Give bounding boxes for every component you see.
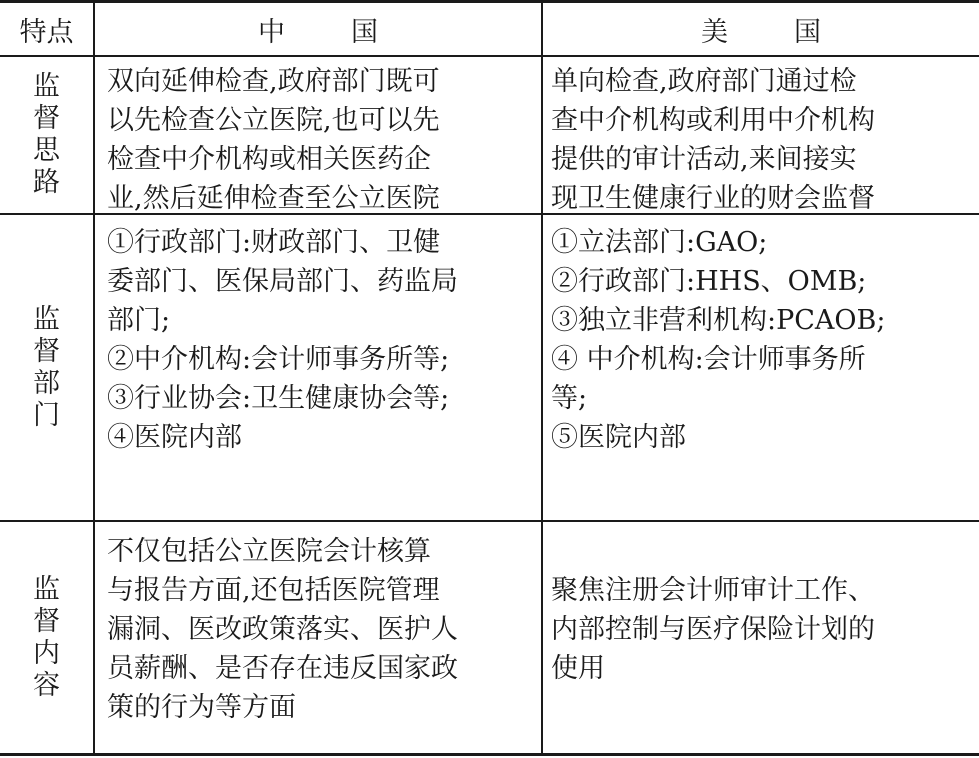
column-divider-2 bbox=[541, 0, 543, 756]
cell-line: 现卫生健康行业的财会监督 bbox=[551, 183, 875, 212]
cell-line: 策的行为等方面 bbox=[107, 692, 296, 723]
row-1-china bbox=[107, 62, 539, 212]
cell-line: ⑤医院内部 bbox=[551, 422, 686, 453]
cell-line: ③行业协会:卫生健康协会等; bbox=[107, 383, 450, 414]
cell-line: 检查中介机构或相关医药企 bbox=[107, 144, 431, 175]
row-3-feature: 监督内容 bbox=[33, 573, 60, 701]
cell-line: 以先检查公立医院,也可以先 bbox=[107, 105, 440, 136]
row-3-china bbox=[107, 532, 539, 752]
header-usa bbox=[543, 3, 979, 55]
cell-line: 与报告方面,还包括医院管理 bbox=[107, 575, 440, 606]
row-3-feature-cell bbox=[0, 522, 93, 753]
cell-line: 提供的审计活动,来间接实 bbox=[551, 144, 857, 175]
cell-line: ①立法部门:GAO; bbox=[551, 227, 768, 258]
cell-line: ②行政部门:HHS、OMB; bbox=[551, 266, 867, 297]
header-feature bbox=[0, 3, 93, 55]
cell-line: 单向检查,政府部门通过检 bbox=[551, 66, 857, 97]
cell-line: ③独立非营利机构:PCAOB; bbox=[551, 305, 886, 336]
cell-line: 委部门、医保局部门、药监局 bbox=[107, 266, 458, 297]
cell-line: 内部控制与医疗保险计划的 bbox=[551, 614, 875, 645]
cell-line: 部门; bbox=[107, 305, 171, 336]
column-divider-1 bbox=[93, 0, 95, 756]
row-3-usa bbox=[551, 571, 977, 721]
cell-line: ④医院内部 bbox=[107, 422, 242, 453]
cell-line: 聚焦注册会计师审计工作、 bbox=[551, 575, 875, 606]
row-2-usa bbox=[551, 223, 977, 519]
row-rule-1 bbox=[0, 213, 979, 215]
cell-line: 员薪酬、是否存在违反国家政 bbox=[107, 653, 458, 684]
header-rule bbox=[0, 55, 979, 57]
cell-line: 双向延伸检查,政府部门既可 bbox=[107, 66, 440, 97]
row-1-feature: 监督思路 bbox=[33, 71, 60, 198]
header-china bbox=[95, 3, 541, 55]
bottom-rule bbox=[0, 753, 979, 756]
cell-line: 不仅包括公立医院会计核算 bbox=[107, 536, 431, 567]
row-rule-2 bbox=[0, 520, 979, 522]
header-china-label: 中国 bbox=[258, 16, 444, 48]
row-2-china bbox=[107, 223, 539, 519]
header-usa-label: 美国 bbox=[701, 16, 887, 48]
row-2-feature-cell bbox=[0, 215, 93, 520]
cell-line: 使用 bbox=[551, 653, 605, 684]
row-1-usa bbox=[551, 62, 977, 212]
row-2-feature: 监督部门 bbox=[33, 303, 60, 431]
cell-line: ②中介机构:会计师事务所等; bbox=[107, 344, 450, 375]
header-feature-label: 特点 bbox=[19, 16, 74, 48]
cell-line: 查中介机构或利用中介机构 bbox=[551, 105, 875, 136]
cell-line: 等; bbox=[551, 383, 588, 414]
cell-line: ①行政部门:财政部门、卫健 bbox=[107, 227, 441, 258]
row-1-feature-cell bbox=[0, 57, 93, 213]
cell-line: 漏洞、医改政策落实、医护人 bbox=[107, 614, 458, 645]
cell-line: 业,然后延伸检查至公立医院 bbox=[107, 183, 440, 212]
cell-line: ④ 中介机构:会计师事务所 bbox=[551, 344, 866, 375]
